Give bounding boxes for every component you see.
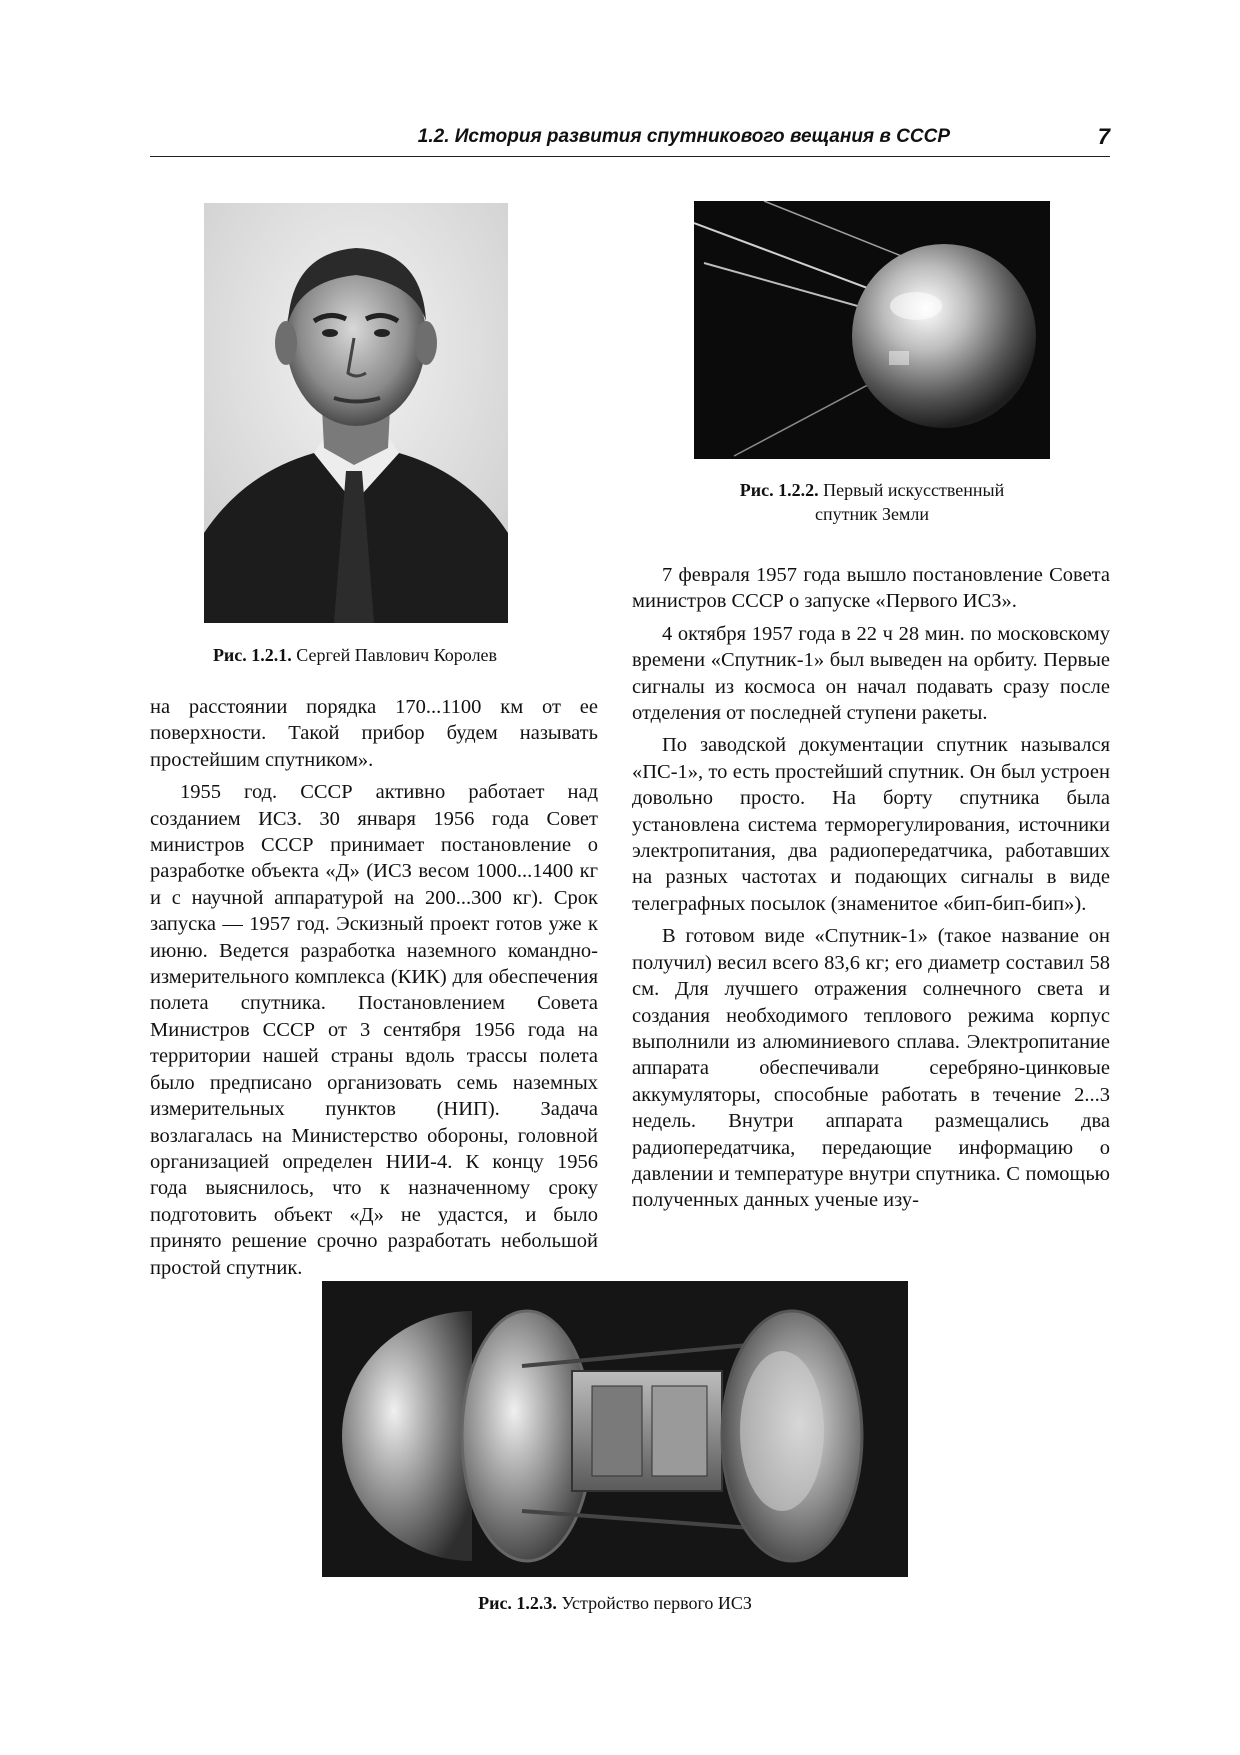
chapter-title: 1.2. История развития спутникового вещания в СССР xyxy=(417,126,950,147)
left-column-text xyxy=(150,694,598,1287)
sputnik-illustration xyxy=(694,201,1050,459)
page-number: 7 xyxy=(1097,124,1110,149)
right-paragraph-2: 4 октября 1957 года в 22 ч 28 мин. по московскому времени «Спутник-1» был выведен на орбиту. Первые сигналы из космоса он начал подавать сразу после отделения от последней ступени ракеты. xyxy=(632,622,1110,725)
figure-1-text: Сергей Павлович Королев xyxy=(296,645,498,665)
figure-2-caption xyxy=(694,478,1050,526)
portrait-photo xyxy=(204,203,508,623)
running-header xyxy=(150,124,1110,157)
figure-2-text-line1: Первый искусственный xyxy=(823,480,1005,500)
satellite-structure-photo xyxy=(322,1281,908,1577)
figure-1-label: Рис. 1.2.1. xyxy=(212,645,292,665)
figure-3-caption xyxy=(322,1591,908,1615)
figure-3-text: Устройство первого ИСЗ xyxy=(561,1593,752,1613)
sputnik-photo xyxy=(694,201,1050,459)
figure-2-label: Рис. 1.2.2. xyxy=(739,480,819,500)
figure-1-caption xyxy=(150,643,560,667)
satellite-structure-illustration xyxy=(322,1281,908,1577)
right-paragraph-3: По заводской документации спутник назывался «ПС-1», то есть простейший спутник. Он был устроен довольно просто. На борту спутника была установлена система терморегулирования, источники электропитания, два радиопередатчика, работавших на разных частотах и подающих сигналы в виде телеграфных посылок (знаменитое «бип-бип-бип»). xyxy=(632,734,1110,915)
right-paragraph-4: В готовом виде «Спутник-1» (такое название он получил) весил всего 83,6 кг; его диаметр составил 58 см. Для лучшего отражения солнечного света и создания необходимого теплового режима корпус выполнили из алюминиевого сплава. Электропитание аппарата обеспечивали серебряно-цинковые аккумуляторы, способные работать в течение 2...3 недель. Внутри аппарата размещались два радиопередатчика, передающие информацию о давлении и температуре внутри спутника. С помощью полученных данных ученые изу- xyxy=(632,925,1110,1212)
right-paragraph-1: 7 февраля 1957 года вышло постановление Совета министров СССР о запуске «Первого ИСЗ». xyxy=(632,564,1110,613)
left-paragraph-2: 1955 год. СССР активно работает над созданием ИСЗ. 30 января 1956 года Совет министров СССР принимает постановление о разработке объекта «Д» (ИСЗ весом 1000...1400 кг и с научной аппаратурой на 200...300 кг). Срок запуска — 1957 год. Эскизный проект готов уже к июню. Ведется разработка наземного командно-измерительного комплекса (КИК) для обеспечения полета спутника. Постановлением Совета Министров СССР от 3 сентября 1956 года на территории нашей страны вдоль трассы полета было предписано организовать семь наземных измерительных пунктов (НИП). Задача возлагалась на Министерство обороны, головной организацией определен НИИ-4. К концу 1956 года выяснилось, что к назначенному сроку подготовить объект «Д» не удастся, и было принято решение срочно разработать небольшой простой спутник. xyxy=(150,781,598,1279)
left-paragraph-1: на расстоянии порядка 170...1100 км от ее поверхности. Такой прибор будем называть простейшим спутником». xyxy=(150,696,598,771)
right-column-text xyxy=(632,562,1110,1220)
portrait-illustration xyxy=(204,203,508,623)
figure-2-text-line2: спутник Земли xyxy=(814,504,929,524)
figure-3-label: Рис. 1.2.3. xyxy=(478,1593,557,1613)
